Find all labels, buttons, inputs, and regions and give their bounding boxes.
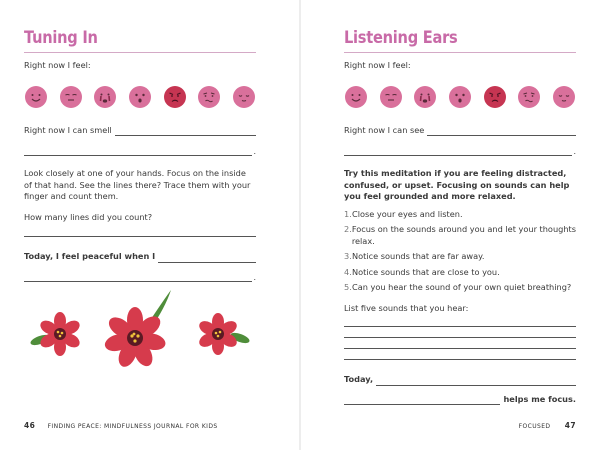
lines-answer-line[interactable] xyxy=(24,235,256,237)
title-divider xyxy=(344,52,576,53)
smiling-face-icon[interactable] xyxy=(24,85,48,109)
flower-icon xyxy=(197,313,251,355)
sleepy-face-icon[interactable] xyxy=(552,85,576,109)
calm-face-icon[interactable] xyxy=(379,85,403,109)
smell-line-2: . xyxy=(24,146,256,156)
left-footer xyxy=(24,421,218,430)
section-name-footer: FOCUSED xyxy=(518,423,551,430)
surprised-face-icon[interactable] xyxy=(448,85,472,109)
sound-answer-line[interactable] xyxy=(344,336,576,338)
feelings-faces-row xyxy=(344,85,576,109)
peaceful-line-2: . xyxy=(24,272,256,282)
angry-face-icon[interactable] xyxy=(163,85,187,109)
feelings-faces-row xyxy=(24,85,256,109)
crying-face-icon[interactable] xyxy=(93,85,117,109)
feel-label: Right now I feel: xyxy=(24,60,91,70)
surprised-face-icon[interactable] xyxy=(128,85,152,109)
page-number: 47 xyxy=(564,421,576,430)
today-label: Today, xyxy=(344,374,374,384)
today-answer-line[interactable] xyxy=(376,376,576,386)
see-label: Right now I can see xyxy=(344,124,425,135)
smell-answer-line-2[interactable] xyxy=(24,146,252,156)
right-footer xyxy=(519,421,576,430)
lines-question: How many lines did you count? xyxy=(24,211,153,222)
worried-face-icon[interactable] xyxy=(517,85,541,109)
flowers-illustration xyxy=(22,290,262,375)
calm-face-icon[interactable] xyxy=(59,85,83,109)
meditation-intro: Try this meditation if you are feeling distracted, confused, or upset. Focusing on sounds can help you feel grounded and more relaxed. xyxy=(344,168,570,201)
smell-answer-line[interactable] xyxy=(115,126,256,136)
focus-answer-line[interactable] xyxy=(344,395,500,405)
sound-answer-line[interactable] xyxy=(344,347,576,349)
title-divider xyxy=(24,52,256,53)
see-line-2: . xyxy=(344,146,576,156)
peaceful-answer-line-2[interactable] xyxy=(24,272,252,282)
crying-face-icon[interactable] xyxy=(413,85,437,109)
see-answer-line[interactable] xyxy=(427,126,576,136)
angry-face-icon[interactable] xyxy=(483,85,507,109)
smell-label: Right now I can smell xyxy=(24,124,112,135)
list-item: 5. Can you hear the sound of your own quiet breathing? xyxy=(344,282,572,292)
right-page xyxy=(300,0,600,450)
page-number: 46 xyxy=(24,421,36,430)
feel-label: Right now I feel: xyxy=(344,60,411,70)
today-line xyxy=(344,374,576,386)
page-title: Listening Ears xyxy=(344,28,458,48)
list-item: 4. Notice sounds that are close to you. xyxy=(344,266,500,277)
smiling-face-icon[interactable] xyxy=(344,85,368,109)
focus-label: helps me focus. xyxy=(503,393,576,404)
sleepy-face-icon[interactable] xyxy=(232,85,256,109)
book-title-footer: FINDING PEACE: MINDFULNESS JOURNAL FOR KIDS xyxy=(47,423,218,430)
list-item: 2. Focus on the sounds around you and let your thoughts relax. xyxy=(344,224,576,246)
flower-icon xyxy=(103,290,171,370)
hand-paragraph: Look closely at one of your hands. Focus on the inside of that hand. See the lines there? Trace them with your finger and count them. xyxy=(24,168,251,201)
meditation-steps xyxy=(344,209,576,294)
list-item: 3. Notice sounds that are far away. xyxy=(344,251,485,261)
peaceful-line xyxy=(24,251,256,263)
list-item: 1. Close your eyes and listen. xyxy=(344,208,463,219)
peaceful-answer-line[interactable] xyxy=(158,253,256,263)
page-title: Tuning In xyxy=(24,28,98,48)
flower-icon xyxy=(29,312,82,356)
peaceful-prompt: Today, I feel peaceful when I xyxy=(24,251,156,261)
see-line xyxy=(344,125,576,137)
sound-answer-line[interactable] xyxy=(344,358,576,360)
sounds-prompt: List five sounds that you hear: xyxy=(344,302,469,313)
sound-answer-line[interactable] xyxy=(344,325,576,327)
worried-face-icon[interactable] xyxy=(197,85,221,109)
focus-line xyxy=(344,394,576,406)
smell-line xyxy=(24,125,256,137)
see-answer-line-2[interactable] xyxy=(344,146,572,156)
